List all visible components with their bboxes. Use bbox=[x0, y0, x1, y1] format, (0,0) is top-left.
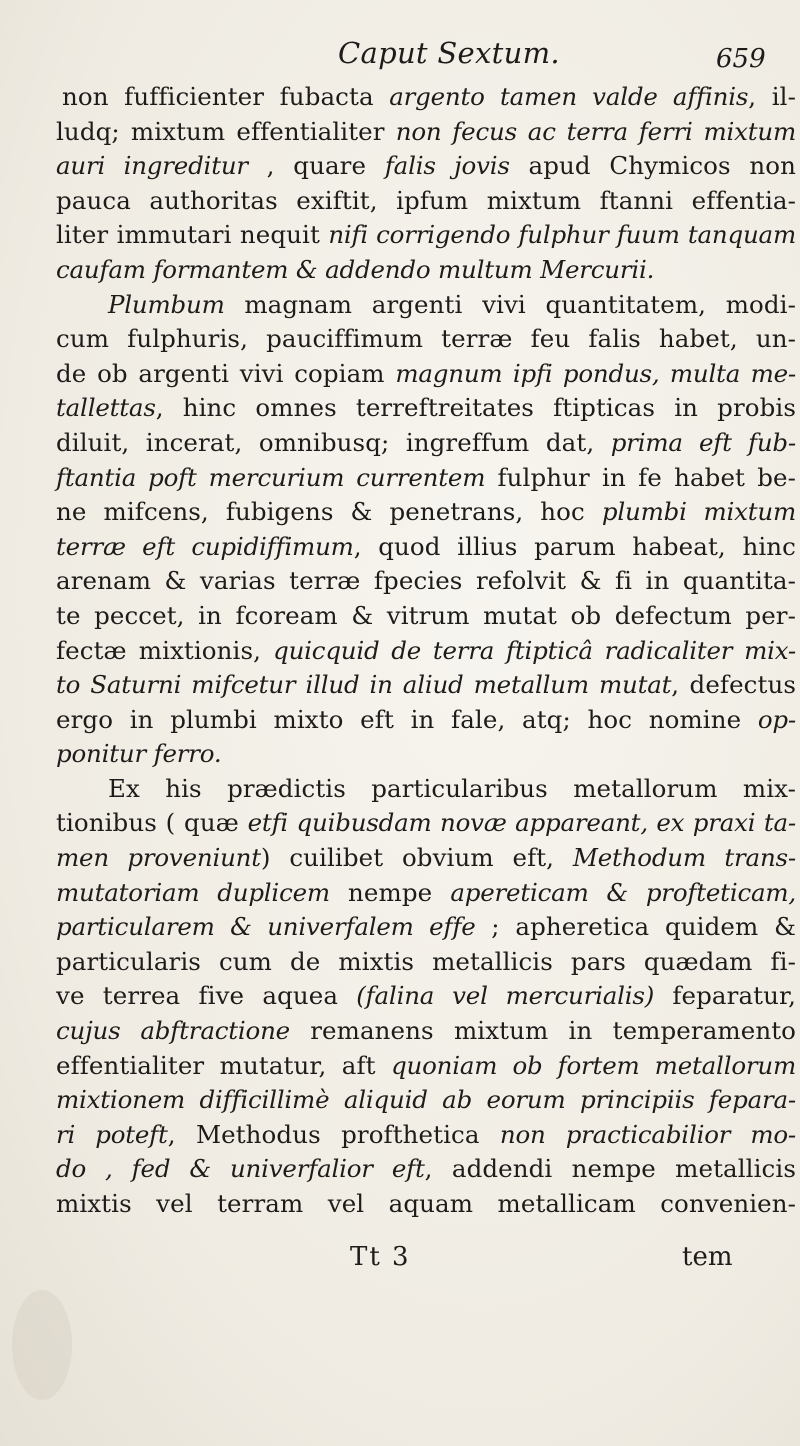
italic-span: tallettas bbox=[56, 393, 156, 423]
italic-span: apereticam & profteticam, bbox=[450, 877, 797, 907]
roman-span: ve terrea five aquea bbox=[56, 981, 357, 1011]
roman-span: fectæ mixtionis, bbox=[56, 635, 274, 665]
roman-span: remanens mixtum in temperamento bbox=[289, 1016, 797, 1046]
paper-stain bbox=[12, 1290, 72, 1400]
italic-span: Methodum trans- bbox=[572, 843, 796, 873]
roman-span: , quare bbox=[247, 151, 385, 181]
text-line bbox=[56, 668, 796, 703]
text-line bbox=[56, 149, 796, 184]
italic-span: non practicabilior mo- bbox=[499, 1119, 796, 1149]
roman-span: tionibus ( quæ bbox=[56, 808, 248, 838]
page-footer bbox=[0, 1242, 800, 1282]
running-title: Caput Sextum. bbox=[338, 36, 560, 70]
roman-span: Ex his prædictis particularibus metallorum mix- bbox=[108, 773, 796, 803]
text-line bbox=[56, 979, 796, 1014]
italic-span: cujus abftractione bbox=[56, 1016, 290, 1046]
signature-mark: Tt 3 bbox=[350, 1242, 411, 1272]
text-line bbox=[56, 461, 796, 496]
roman-span: cum fulphuris, pauciffimum terræ feu falis habet, un- bbox=[56, 324, 796, 354]
italic-span: op- bbox=[757, 704, 796, 734]
italic-span: mutatoriam duplicem bbox=[56, 877, 330, 907]
roman-span: , Methodus profthetica bbox=[167, 1119, 500, 1149]
roman-span: nempe bbox=[329, 877, 451, 907]
roman-span: , il- bbox=[748, 82, 796, 111]
roman-span: ) cuilibet obvium eft, bbox=[260, 843, 573, 873]
text-line bbox=[56, 737, 796, 772]
roman-span: , hinc omnes terreftreitates ftipticas in probis bbox=[155, 393, 796, 423]
text-line bbox=[56, 357, 796, 392]
text-line bbox=[56, 288, 796, 323]
text-line bbox=[56, 184, 796, 219]
italic-span: mixtionem difficillimè aliquid ab eorum principiis fepara- bbox=[56, 1085, 796, 1115]
roman-span: non fufficienter fubacta bbox=[62, 82, 390, 111]
roman-span: ; apheretica quidem & bbox=[475, 912, 796, 942]
italic-span: auri ingreditur bbox=[56, 151, 248, 181]
italic-span: men proveniunt bbox=[56, 843, 261, 873]
text-line bbox=[56, 772, 796, 807]
catchword: tem bbox=[682, 1242, 733, 1272]
text-line bbox=[56, 876, 796, 911]
roman-span: arenam & varias terræ fpecies refolvit & fi in quantita- bbox=[56, 566, 796, 596]
roman-span: te peccet, in fcoream & vitrum mutat ob defectum per- bbox=[56, 600, 796, 630]
text-line bbox=[56, 910, 796, 945]
roman-span: ne mifcens, fubigens & penetrans, hoc bbox=[56, 497, 602, 527]
text-line bbox=[56, 1083, 796, 1118]
italic-span: terræ eft cupidiffimum bbox=[56, 531, 354, 561]
text-line bbox=[56, 253, 796, 288]
italic-span: non fecus ac terra ferri mixtum bbox=[395, 116, 796, 146]
text-line bbox=[56, 1014, 796, 1049]
roman-span: , quod illius parum habeat, hinc bbox=[353, 531, 796, 561]
roman-span: fulphur in fe habet be- bbox=[485, 462, 797, 492]
italic-span: (falina vel mercurialis) bbox=[356, 981, 655, 1011]
roman-span: mixtis vel terram vel aquam metallicam convenien- bbox=[56, 1189, 796, 1218]
roman-span: pauca authoritas exiftit, ipfum mixtum ftanni effentia- bbox=[56, 185, 796, 215]
italic-span: particularem & univerfalem effe bbox=[56, 912, 476, 942]
italic-span: Plumbum bbox=[108, 289, 225, 319]
text-line bbox=[56, 426, 796, 461]
text-line bbox=[56, 530, 796, 565]
text-line bbox=[56, 841, 796, 876]
text-line bbox=[56, 218, 796, 253]
text-line bbox=[56, 806, 796, 841]
text-line bbox=[56, 703, 796, 738]
text-line bbox=[56, 1187, 796, 1222]
italic-span: quicquid de terra ftipticâ radicaliter mix- bbox=[273, 635, 797, 665]
text-line bbox=[56, 945, 796, 980]
text-line bbox=[56, 1152, 796, 1187]
italic-span: nifi corrigendo fulphur fuum tanquam bbox=[328, 220, 796, 250]
text-line bbox=[56, 80, 796, 115]
roman-span: particularis cum de mixtis metallicis pars quædam fi- bbox=[56, 946, 796, 976]
page-number: 659 bbox=[716, 44, 766, 74]
italic-span: ftantia poft mercurium currentem bbox=[56, 462, 486, 492]
text-line bbox=[56, 322, 796, 357]
roman-span: , addendi nempe metallicis bbox=[424, 1154, 796, 1184]
roman-span: ludq; mixtum effentialiter bbox=[56, 116, 396, 146]
italic-span: plumbi mixtum bbox=[601, 497, 796, 527]
text-line bbox=[56, 115, 796, 150]
body-text bbox=[56, 80, 796, 1222]
roman-span: magnam argenti vivi quantitatem, modi- bbox=[224, 289, 796, 319]
italic-span: ponitur ferro. bbox=[56, 739, 222, 769]
italic-span: caufam formantem & addendo multum Mercurii. bbox=[56, 254, 655, 284]
italic-span: prima eft fub- bbox=[610, 427, 796, 457]
roman-span: liter immutari nequit bbox=[56, 220, 329, 250]
roman-span: effentialiter mutatur, aft bbox=[56, 1050, 392, 1080]
italic-span: falis jovis bbox=[384, 151, 510, 181]
italic-span: argento tamen valde affinis bbox=[389, 82, 749, 111]
italic-span: do , fed & univerfalior eft bbox=[56, 1154, 425, 1184]
roman-span: feparatur, bbox=[654, 981, 796, 1011]
italic-span: quoniam ob fortem metallorum bbox=[391, 1050, 796, 1080]
text-line bbox=[56, 634, 796, 669]
text-line bbox=[56, 599, 796, 634]
text-line bbox=[56, 564, 796, 599]
text-line bbox=[56, 391, 796, 426]
italic-span: to Saturni mifcetur illud in aliud metallum mutat bbox=[56, 670, 672, 700]
text-line bbox=[56, 1049, 796, 1084]
italic-span: magnum ipfi pondus, multa me- bbox=[395, 358, 796, 388]
page-header bbox=[0, 36, 800, 76]
italic-span: etfi quibusdam novæ appareant, ex praxi ta- bbox=[247, 808, 797, 838]
roman-span: apud Chymicos non bbox=[509, 151, 796, 181]
roman-span: de ob argenti vivi copiam bbox=[56, 358, 396, 388]
text-line bbox=[56, 1118, 796, 1153]
italic-span: ri poteft bbox=[56, 1119, 168, 1149]
roman-span: diluit, incerat, omnibusq; ingreffum dat, bbox=[56, 427, 611, 457]
text-line bbox=[56, 495, 796, 530]
roman-span: , defectus bbox=[671, 670, 796, 700]
roman-span: ergo in plumbi mixto eft in fale, atq; hoc nomine bbox=[56, 704, 758, 734]
